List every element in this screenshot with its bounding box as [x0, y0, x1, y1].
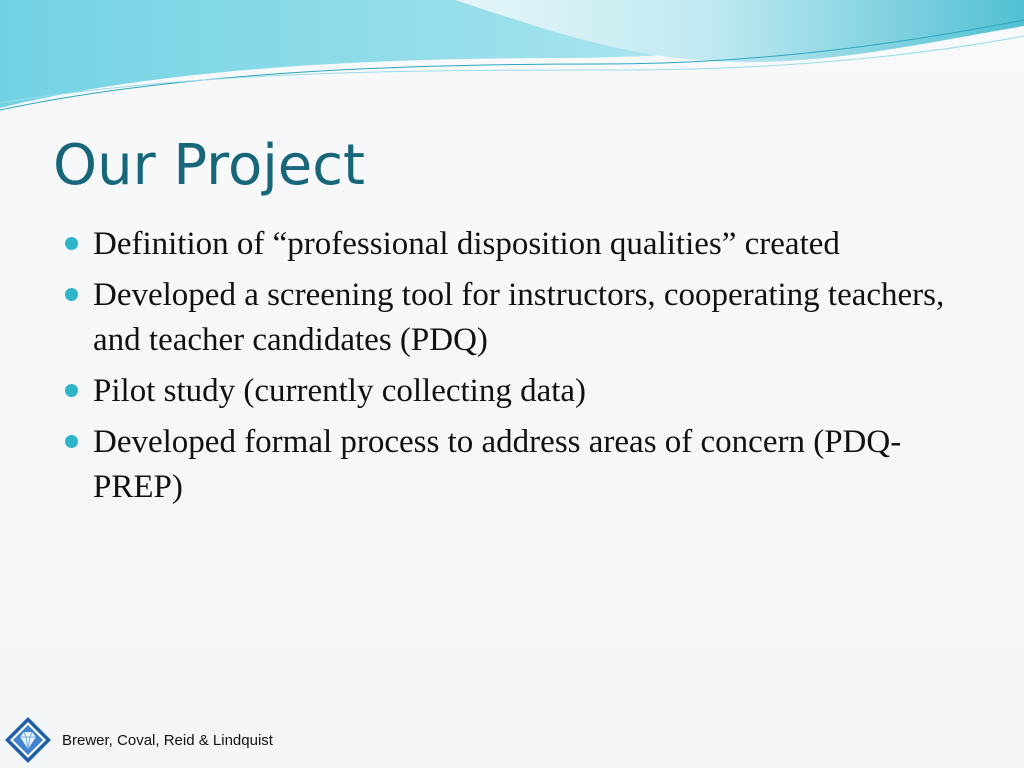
- bullet-item: [60, 369, 960, 414]
- bullet-text: Definition of “professional disposition qualities” created: [93, 226, 840, 262]
- diamond-logo-icon: [4, 716, 52, 764]
- footer-authors: Brewer, Coval, Reid & Lindquist: [62, 732, 273, 749]
- bullet-text: Developed a screening tool for instructors, cooperating teachers, and teacher candidates (PDQ): [93, 277, 945, 358]
- bullet-item: [60, 273, 960, 363]
- bullet-dot-icon: [65, 435, 78, 448]
- bullet-item: [60, 420, 960, 510]
- slide-footer: [0, 712, 420, 768]
- bullet-dot-icon: [65, 288, 78, 301]
- bullet-dot-icon: [65, 237, 78, 250]
- wave-header-decoration: [0, 0, 1024, 120]
- bullet-text: Developed formal process to address areas of concern (PDQ-PREP): [93, 424, 902, 505]
- slide-title: Our Project: [53, 133, 365, 198]
- bullet-item: [60, 222, 960, 267]
- bullet-text: Pilot study (currently collecting data): [93, 373, 587, 409]
- bullet-list: [60, 222, 960, 516]
- bullet-dot-icon: [65, 384, 78, 397]
